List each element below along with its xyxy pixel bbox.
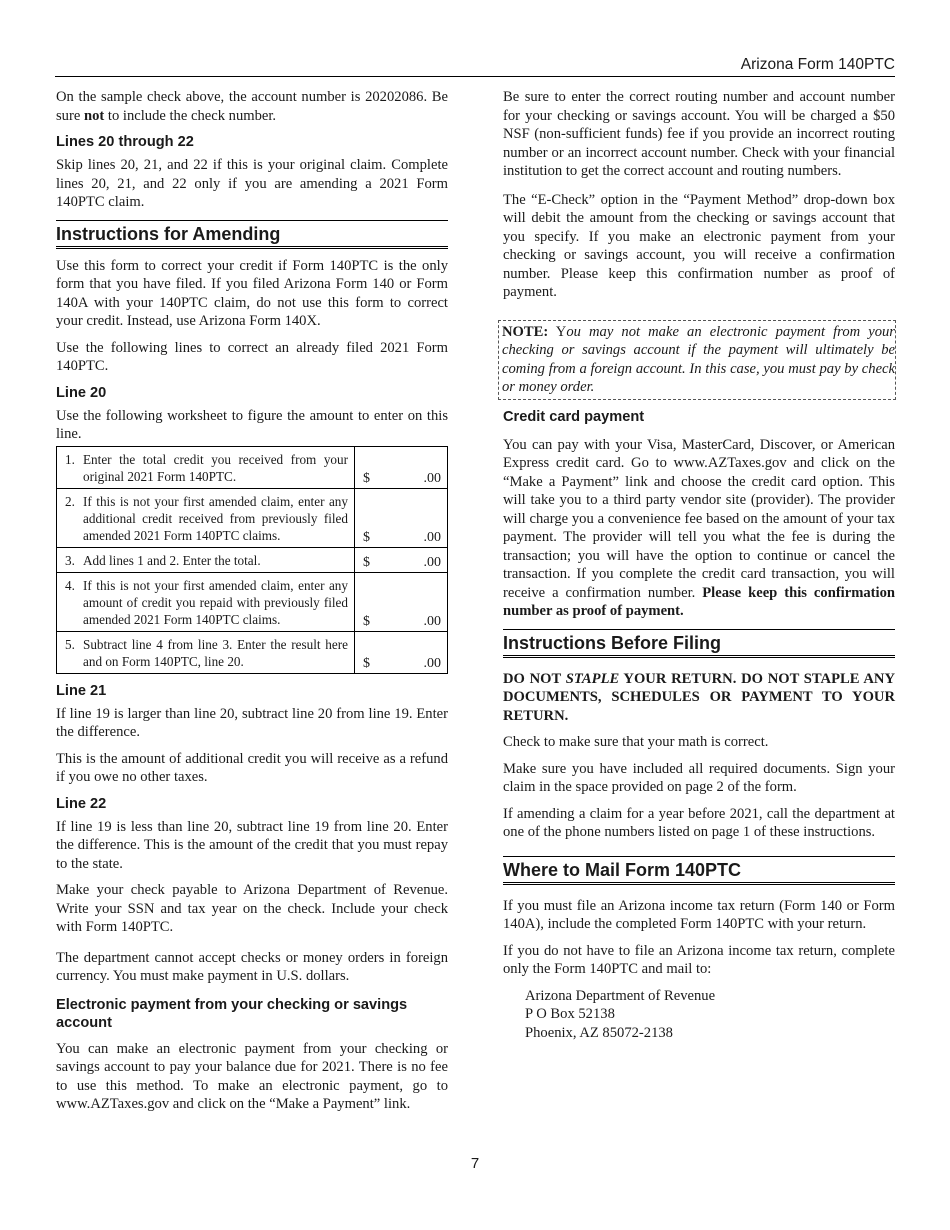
line-21-paragraph-1: If line 19 is larger than line 20, subtract line 20 from line 19. Enter the difference. <box>56 705 448 740</box>
line-22-heading: Line 22 <box>56 795 107 812</box>
electronic-payment-heading: Electronic payment from your checking or savings account <box>56 996 408 1031</box>
worksheet-amount-2[interactable]: .00 <box>423 529 441 545</box>
address-line-2: P O Box 52138 <box>525 1006 615 1022</box>
mail-paragraph-2: If you do not have to file an Arizona income tax return, complete only the Form 140PTC and mail to: <box>503 942 895 977</box>
line-21-paragraph-2: This is the amount of additional credit you will receive as a refund if you owe no other taxes. <box>56 750 448 785</box>
page-number: 7 <box>470 1155 480 1172</box>
before-filing-paragraph-3: If amending a claim for a year before 2021, call the department at one of the phone numbers listed on page 1 of these instructions. <box>503 805 895 840</box>
page-header: Arizona Form 140PTC <box>55 56 895 77</box>
routing-number-paragraph: Be sure to enter the correct routing number and account number for your checking or savings account. You will be charged a $50 NSF (non-sufficient funds) fee if you provide an incorrect routing number or an incorrect account number. Check with your financial institution to get the correct account and routing numbers. <box>503 89 895 179</box>
before-filing-paragraph-1: Check to make sure that your math is correct. <box>503 734 769 750</box>
before-filing-paragraph-2: Make sure you have included all required documents. Sign your claim in the space provided on page 2 of the form. <box>503 760 895 795</box>
note-text: NOTE: You may not make an electronic payment from your checking or savings account if the payment will ultimately be coming from a foreign account. In this case, you must pay by check or money order. <box>502 323 895 395</box>
line-21-heading: Line 21 <box>56 682 107 699</box>
address-line-3: Phoenix, AZ 85072-2138 <box>525 1024 673 1041</box>
worksheet-row-2: 2. If this is not your first amended claim, enter any additional credit received from previously filed amended 2021 Form 140PTC claims. $ .00 <box>57 488 448 547</box>
worksheet-amount-4[interactable]: .00 <box>423 613 441 629</box>
line-22-paragraph-3: The department cannot accept checks or money orders in foreign currency. You must make payment in U.S. dollars. <box>56 949 448 984</box>
check-account-paragraph: On the sample check above, the account number is 20202086. Be sure not to include the check number. <box>56 89 448 124</box>
line-20-text: Use the following worksheet to figure the amount to enter on this line. <box>56 407 448 442</box>
address-line-1: Arizona Department of Revenue <box>525 987 716 1004</box>
electronic-payment-text: You can make an electronic payment from your checking or savings account to pay your balance due for 2021. There is no fee to use this method. To make an electronic payment, go to www.AZTaxes.gov and click on the “Make a Payment” link. <box>56 1040 448 1112</box>
where-to-mail-heading: Where to Mail Form 140PTC <box>503 856 895 885</box>
lines-20-22-text: Skip lines 20, 21, and 22 if this is your original claim. Complete lines 20, 21, and 22 only if you are amending a 2021 Form 140PTC claim. <box>56 157 448 210</box>
line-20-heading: Line 20 <box>56 384 107 401</box>
line-22-paragraph-1: If line 19 is less than line 20, subtract line 19 from line 20. Enter the difference. This is the amount of the credit that you must repay to the state. <box>56 818 448 872</box>
worksheet-row-1: 1. Enter the total credit you received from your original 2021 Form 140PTC. $ .00 <box>57 446 448 488</box>
line-20-worksheet <box>56 446 448 674</box>
mail-paragraph-1: If you must file an Arizona income tax return (Form 140 or Form 140A), include the completed Form 140PTC with your return. <box>503 897 895 932</box>
line-22-paragraph-2: Make your check payable to Arizona Department of Revenue. Write your SSN and tax year on the check. Include your check with Form 140PTC. <box>56 882 448 935</box>
right-column <box>503 88 895 1042</box>
before-filing-heading: Instructions Before Filing <box>503 629 895 658</box>
worksheet-row-4: 4. If this is not your first amended claim, enter any amount of credit you repaid with previously filed amended 2021 Form 140PTC claims. $ .00 <box>57 572 448 631</box>
amending-paragraph-1: Use this form to correct your credit if Form 140PTC is the only form that you have filed. If you filed Arizona Form 140 or Form 140A with your 140PTC claim, do not use this form to correct your credit. Instead, use Arizona Form 140X. <box>56 257 448 329</box>
worksheet-row-5: 5. Subtract line 4 from line 3. Enter the result here and on Form 140PTC, line 20. $ .00 <box>57 631 448 673</box>
do-not-staple-text: DO NOT STAPLE YOUR RETURN. DO NOT STAPLE ANY DOCUMENTS, SCHEDULES OR PAYMENT TO YOUR RETURN. <box>503 670 895 724</box>
amending-section-heading: Instructions for Amending <box>56 220 448 249</box>
worksheet-row-3: 3. Add lines 1 and 2. Enter the total. $ .00 <box>57 547 448 572</box>
credit-card-heading: Credit card payment <box>503 408 645 425</box>
lines-20-22-heading: Lines 20 through 22 <box>56 134 194 150</box>
credit-card-text: You can pay with your Visa, MasterCard, Discover, or American Express credit card. Go to www.AZTaxes.gov and click on the “Make a Payment” link and choose the credit card option. This will take you to a third party vendor site (provider). The provider will charge you a convenience fee based on the amount of your tax payment. The provider will tell you what the fee is during the transaction; you will have the option to continue or cancel the transaction. If you complete the credit card transaction, you will receive a confirmation number. Please keep this confirmation number as proof of payment. <box>503 436 895 619</box>
worksheet-amount-5[interactable]: .00 <box>423 655 441 671</box>
worksheet-amount-3[interactable]: .00 <box>423 554 441 570</box>
left-column <box>56 88 448 1122</box>
amending-paragraph-2: Use the following lines to correct an already filed 2021 Form 140PTC. <box>56 339 448 374</box>
mailing-address <box>503 987 895 1043</box>
note-box <box>498 320 896 400</box>
echeck-paragraph: The “E-Check” option in the “Payment Method” drop-down box will debit the amount from the checking or savings account that you specify. If you make an electronic payment from your checking or savings account, you will receive a confirmation number. Please keep this confirmation number as proof of payment. <box>503 191 895 300</box>
worksheet-amount-1[interactable]: .00 <box>423 470 441 486</box>
